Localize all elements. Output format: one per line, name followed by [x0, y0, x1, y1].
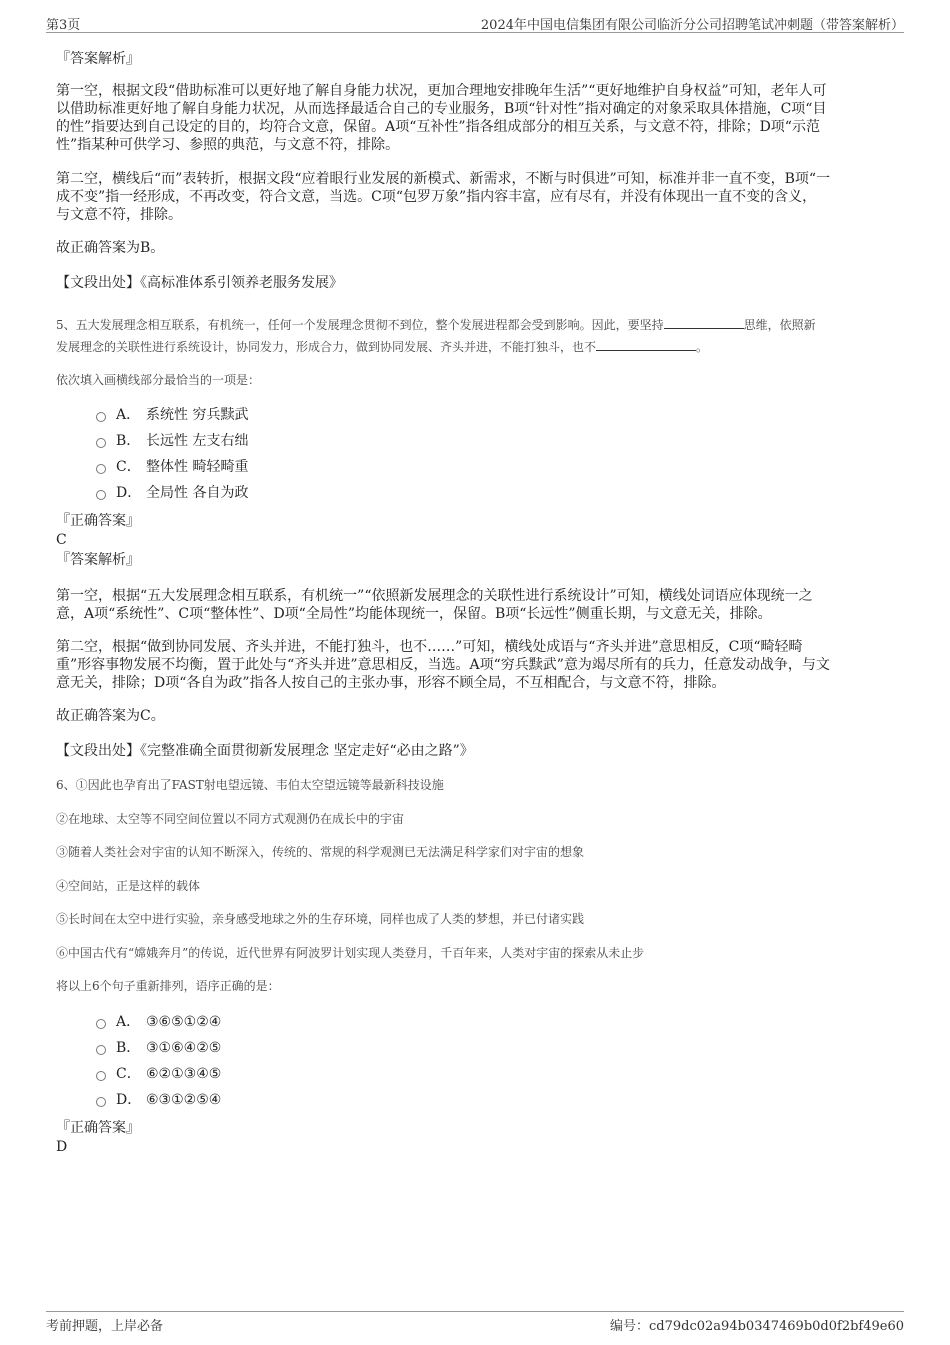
footer-slogan: 考前押题，上岸必备 — [46, 1319, 164, 1334]
option-letter: B． — [116, 433, 141, 449]
q6-answer-label: 『正确答案』 — [56, 1120, 140, 1136]
fill-blank-2 — [596, 338, 696, 351]
option-letter: D． — [116, 1092, 142, 1108]
q4-source: 【文段出处】《高标准体系引领养老服务发展》 — [56, 275, 343, 291]
text-line — [56, 314, 896, 336]
stem-text: 思维，依照新 — [743, 318, 816, 332]
radio-icon[interactable] — [96, 1019, 106, 1029]
option-text: 长远性 左支右绌 — [146, 433, 249, 449]
option-text: ⑥③①②⑤④ — [146, 1092, 222, 1108]
text-line: 性”指某种可供学习、参照的典范，与文意不符，排除。 — [56, 137, 400, 153]
q5-stem — [56, 314, 896, 358]
q5-analysis-para2 — [56, 638, 896, 692]
document-title: 2024年中国电信集团有限公司临沂分公司招聘笔试冲刺题（带答案解析） — [480, 18, 904, 33]
q6-sentence-6: ⑥中国古代有“嫦娥奔月”的传说，近代世界有阿波罗计划实现人类登月，千百年来，人类对宇宙的探索从未止步 — [56, 946, 645, 960]
text-line: 第二空，根据“做到协同发展、齐头并进，不能打独斗，也不……”可知，横线处成语与“齐头并进”意思相反，C项“畸轻畸 — [56, 639, 803, 655]
stem-text: 5、五大发展理念相互联系，有机统一，任何一个发展理念贯彻不到位，整个发展进程都会受到影响。因此，要坚持 — [56, 318, 664, 332]
q6-sentence-3: ③随着人类社会对宇宙的认知不断深入，传统的、常规的科学观测已无法满足科学家们对宇宙的想象 — [56, 845, 585, 859]
option-letter: A． — [116, 407, 141, 423]
page-footer — [46, 1311, 904, 1334]
option-letter: C． — [116, 1066, 141, 1082]
q5-option-c[interactable] — [96, 458, 248, 476]
text-line: 意，A项“系统性”、C项“整体性”、D项“全局性”均能体现统一，保留。B项“长远性”侧重长期，与文意无关，排除。 — [56, 606, 772, 622]
q4-analysis-para1 — [56, 82, 896, 154]
q5-conclusion: 故正确答案为C。 — [56, 708, 165, 724]
radio-icon[interactable] — [96, 464, 106, 474]
option-text: 全局性 各自为政 — [146, 485, 249, 501]
radio-icon[interactable] — [96, 412, 106, 422]
option-text: 系统性 穷兵黩武 — [146, 407, 249, 423]
option-letter: C． — [116, 459, 141, 475]
q5-option-a[interactable] — [96, 406, 248, 424]
radio-icon[interactable] — [96, 490, 106, 500]
option-letter: B． — [116, 1040, 141, 1056]
option-text: ③⑥⑤①②④ — [146, 1014, 222, 1030]
text-line: 意无关，排除；D项“各自为政”指各人按自己的主张办事，形容不顾全局，不互相配合，与文意不符，排除。 — [56, 675, 726, 691]
stem-text: 发展理念的关联性进行系统设计，协同发力，形成合力，做到协同发展、齐头并进，不能打独斗，也不 — [56, 340, 597, 354]
text-line: 第二空，横线后“而”表转折，根据文段“应着眼行业发展的新模式、新需求，不断与时俱进”可知，标准并非一直不变，B项“一 — [56, 171, 831, 187]
q6-sentence-2: ②在地球、太空等不同空间位置以不同方式观测仍在成长中的宇宙 — [56, 812, 405, 826]
radio-icon[interactable] — [96, 1045, 106, 1055]
stem-text: 。 — [696, 340, 709, 354]
text-line: 的性”指要达到自己设定的目的，均符合文意，保留。A项“互补性”指各组成部分的相互关系，与文意不符，排除；D项“示范 — [56, 119, 820, 135]
q5-answer: C — [56, 532, 67, 548]
text-line: 以借助标准更好地了解自身能力状况，从而选择最适合自己的专业服务，B项“针对性”指对确定的对象采取具体措施，C项“目 — [56, 101, 827, 117]
option-text: 整体性 畸轻畸重 — [146, 459, 249, 475]
q5-prompt: 依次填入画横线部分最恰当的一项是： — [56, 373, 261, 387]
text-line — [56, 336, 896, 358]
document-id: 编号：cd79dc02a94b0347469b0d0f2bf49e60 — [610, 1319, 904, 1334]
radio-icon[interactable] — [96, 1097, 106, 1107]
q4-analysis-para2 — [56, 170, 896, 224]
q5-option-d[interactable] — [96, 484, 248, 502]
text-line: 与文意不符，排除。 — [56, 207, 182, 223]
text-line: 成不变”指一经形成，不再改变，符合文意，当选。C项“包罗万象”指内容丰富，应有尽有，并没有体现出一直不变的含义， — [56, 189, 817, 205]
text-line: 第一空，根据“五大发展理念相互联系，有机统一”“依照新发展理念的关联性进行系统设计”可知，横线处词语应体现统一之 — [56, 588, 813, 604]
q6-sentence-4: ④空间站，正是这样的载体 — [56, 879, 201, 893]
q5-option-b[interactable] — [96, 432, 248, 450]
option-text: ③①⑥④②⑤ — [146, 1040, 222, 1056]
q6-sentence-5: ⑤长时间在太空中进行实验，亲身感受地球之外的生存环境，同样也成了人类的梦想，并已付诸实践 — [56, 912, 585, 926]
q6-option-d[interactable] — [96, 1091, 221, 1109]
q6-option-a[interactable] — [96, 1013, 221, 1031]
text-line: 第一空，根据文段“借助标准可以更好地了解自身能力状况，更加合理地安排晚年生活”“更好地维护自身权益”可知，老年人可 — [56, 83, 827, 99]
q6-option-b[interactable] — [96, 1039, 221, 1057]
page-header — [46, 14, 904, 33]
q6-answer: D — [56, 1139, 68, 1155]
radio-icon[interactable] — [96, 438, 106, 448]
q5-analysis-label: 『答案解析』 — [56, 552, 140, 568]
q4-conclusion: 故正确答案为B。 — [56, 240, 165, 256]
option-letter: D． — [116, 485, 142, 501]
q6-option-c[interactable] — [96, 1065, 221, 1083]
text-line: 重”形容事物发展不均衡，置于此处与“齐头并进”意思相反，当选。A项“穷兵黩武”意为竭尽所有的兵力，任意发动战争，与文 — [56, 657, 830, 673]
q4-analysis-label: 『答案解析』 — [56, 51, 140, 67]
q5-answer-label: 『正确答案』 — [56, 513, 140, 529]
radio-icon[interactable] — [96, 1071, 106, 1081]
option-letter: A． — [116, 1014, 141, 1030]
q5-source: 【文段出处】《完整准确全面贯彻新发展理念 坚定走好“必由之路”》 — [56, 743, 474, 759]
page-number: 第3页 — [46, 18, 81, 33]
q6-sentence-1: 6、①因此也孕育出了FAST射电望远镜、韦伯太空望远镜等最新科技设施 — [56, 778, 444, 792]
fill-blank-1 — [664, 316, 744, 329]
q6-prompt: 将以上6个句子重新排列，语序正确的是： — [56, 979, 280, 993]
q5-analysis-para1 — [56, 587, 896, 623]
option-text: ⑥②①③④⑤ — [146, 1066, 222, 1082]
